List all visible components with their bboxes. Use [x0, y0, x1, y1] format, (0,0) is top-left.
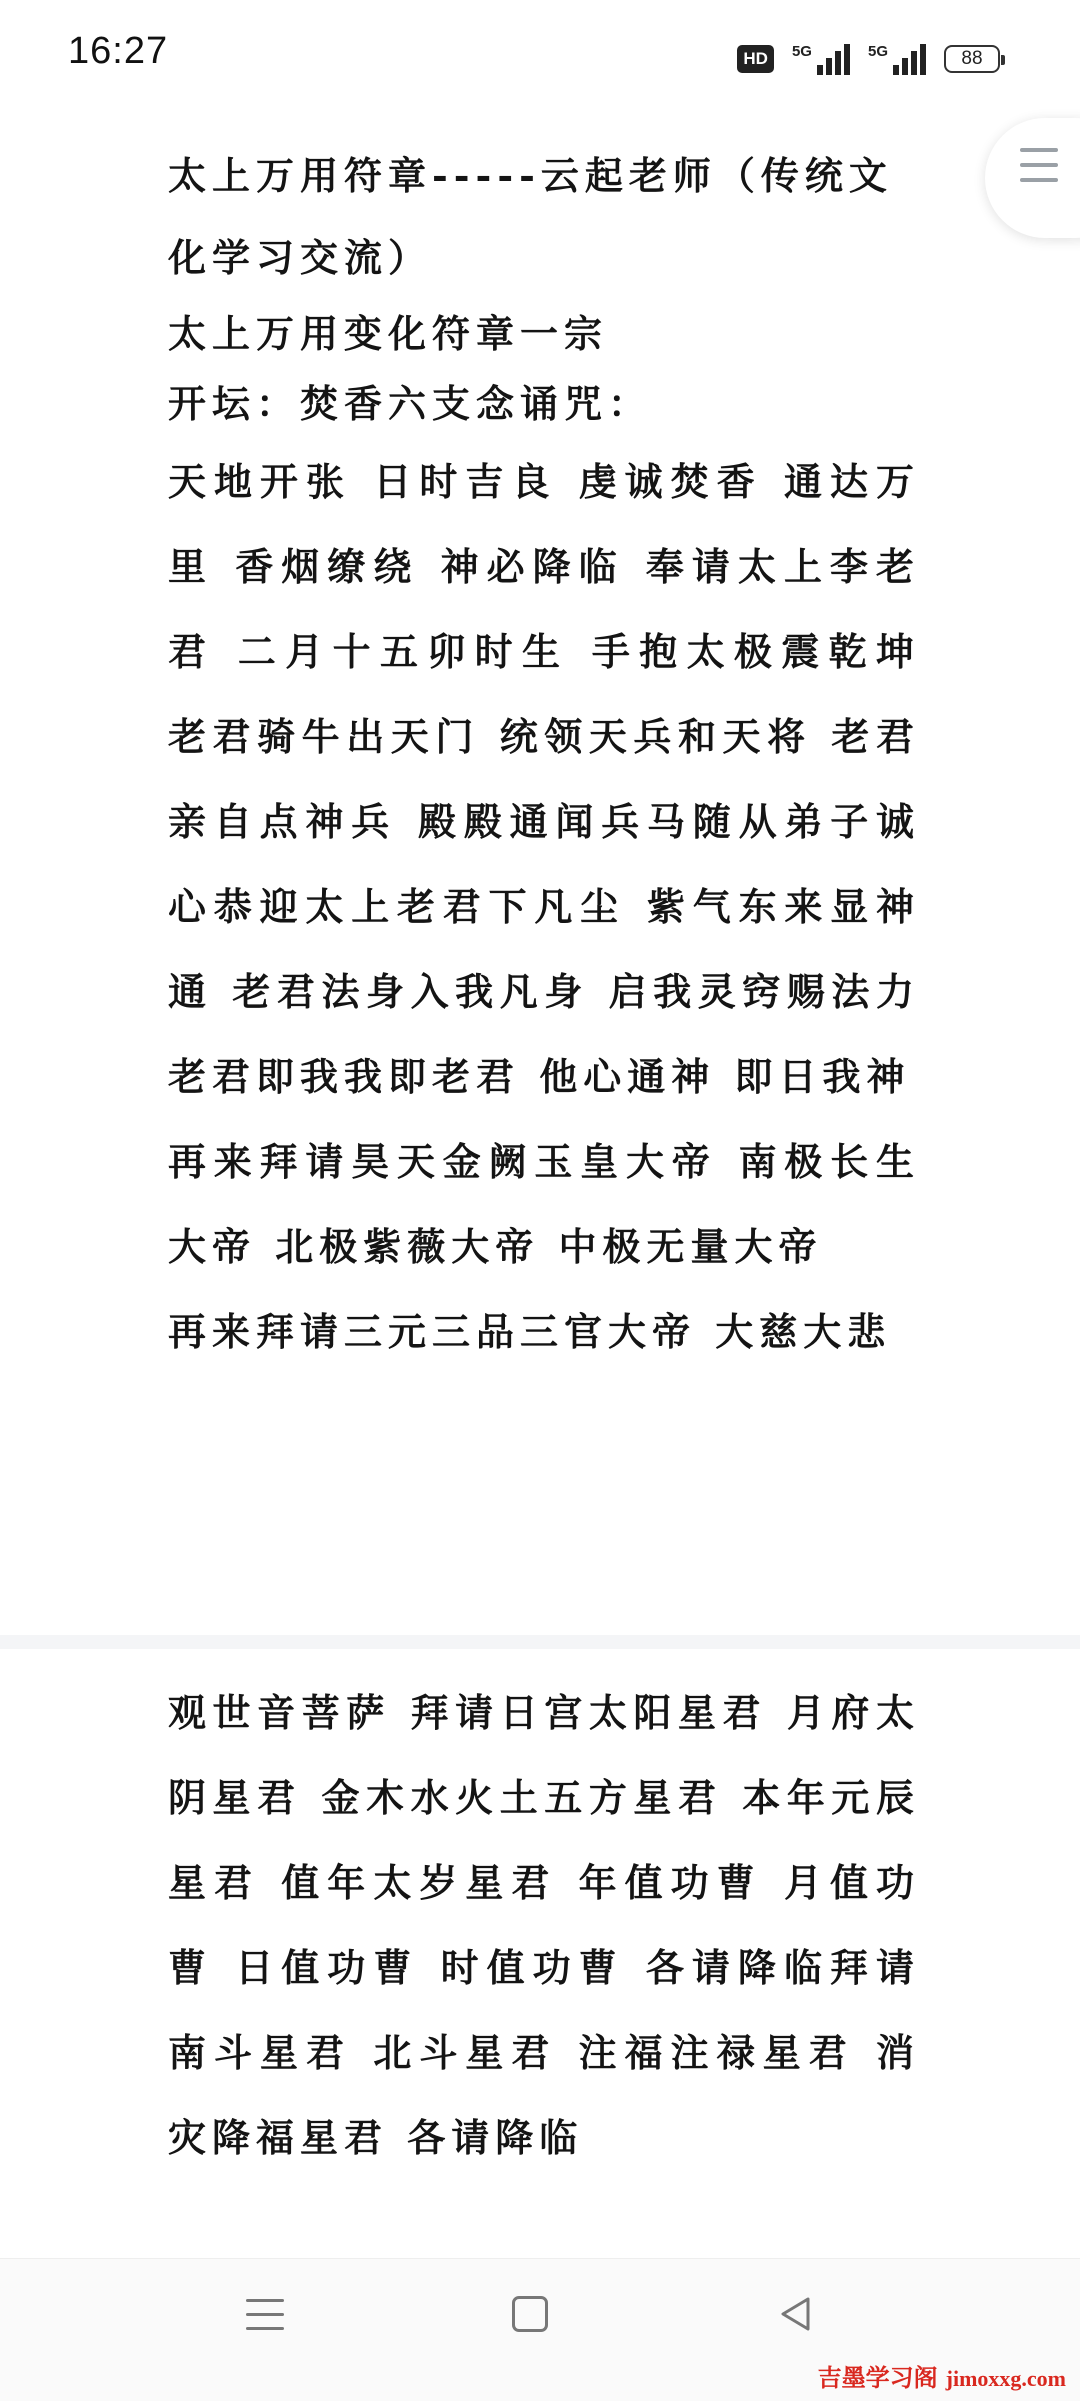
article-section-2 [0, 1670, 1080, 2180]
site-watermark [818, 2358, 1066, 2393]
status-icons [737, 42, 1000, 76]
navigation-bar [0, 2258, 1080, 2401]
battery-icon [944, 45, 1000, 73]
signal-strength-icon-2 [868, 43, 926, 75]
network-type-label: 5G [791, 43, 812, 60]
back-icon [778, 2295, 812, 2333]
article-section-1 [0, 135, 1080, 1374]
home-button[interactable] [470, 2259, 590, 2369]
article-subtitle: 太上万用变化符章一宗 [168, 311, 609, 356]
recent-apps-button[interactable] [205, 2259, 325, 2369]
network-type-label-2: 5G [867, 43, 888, 60]
hd-voice-icon: HD [737, 45, 774, 73]
signal-strength-icon [792, 43, 850, 75]
article-subtitle-2: 开坛：焚香六支念诵咒： [168, 381, 653, 426]
watermark-site-name: 吉墨学习阁 [817, 2364, 938, 2392]
battery-level: 88 [961, 48, 983, 69]
watermark-url: jimoxxg.com [945, 2366, 1066, 2391]
recent-apps-icon [246, 2299, 284, 2330]
article-title: 太上万用符章-----云起老师（传统文化学习交流） [168, 153, 893, 280]
status-bar [0, 0, 1080, 110]
article-paragraph: 观世音菩萨 拜请日宫太阳星君 月府太阴星君 金木水火土五方星君 本年元辰星君 值年太岁星君 年值功曹 月值功曹 日值功曹 时值功曹 各请降临拜请南斗星君 北斗星君 注福注禄星君 消灾降福星君 各请降临 [168, 1690, 920, 2160]
section-divider [0, 1635, 1080, 1649]
status-time: 16:27 [68, 30, 169, 72]
home-icon [512, 2296, 548, 2332]
article-paragraph: 天地开张 日时吉良 虔诚焚香 通达万里 香烟缭绕 神必降临 奉请太上李老君 二月十五卯时生 手抱太极震乾坤 老君骑牛出天门 统领天兵和天将 老君亲自点神兵 殿殿通闻兵马随从弟子诚心恭迎太上老君下凡尘 紫气东来显神通 老君法身入我凡身 启我灵窍赐法力 老君即我我即老君 他心通神 即日我神 [168, 459, 940, 1099]
article-paragraph: 再来拜请三元三品三官大帝 大慈大悲 [168, 1309, 892, 1354]
article-paragraph: 再来拜请昊天金阙玉皇大帝 南极长生大帝 北极紫薇大帝 中极无量大帝 [168, 1139, 920, 1269]
back-button[interactable] [735, 2259, 855, 2369]
